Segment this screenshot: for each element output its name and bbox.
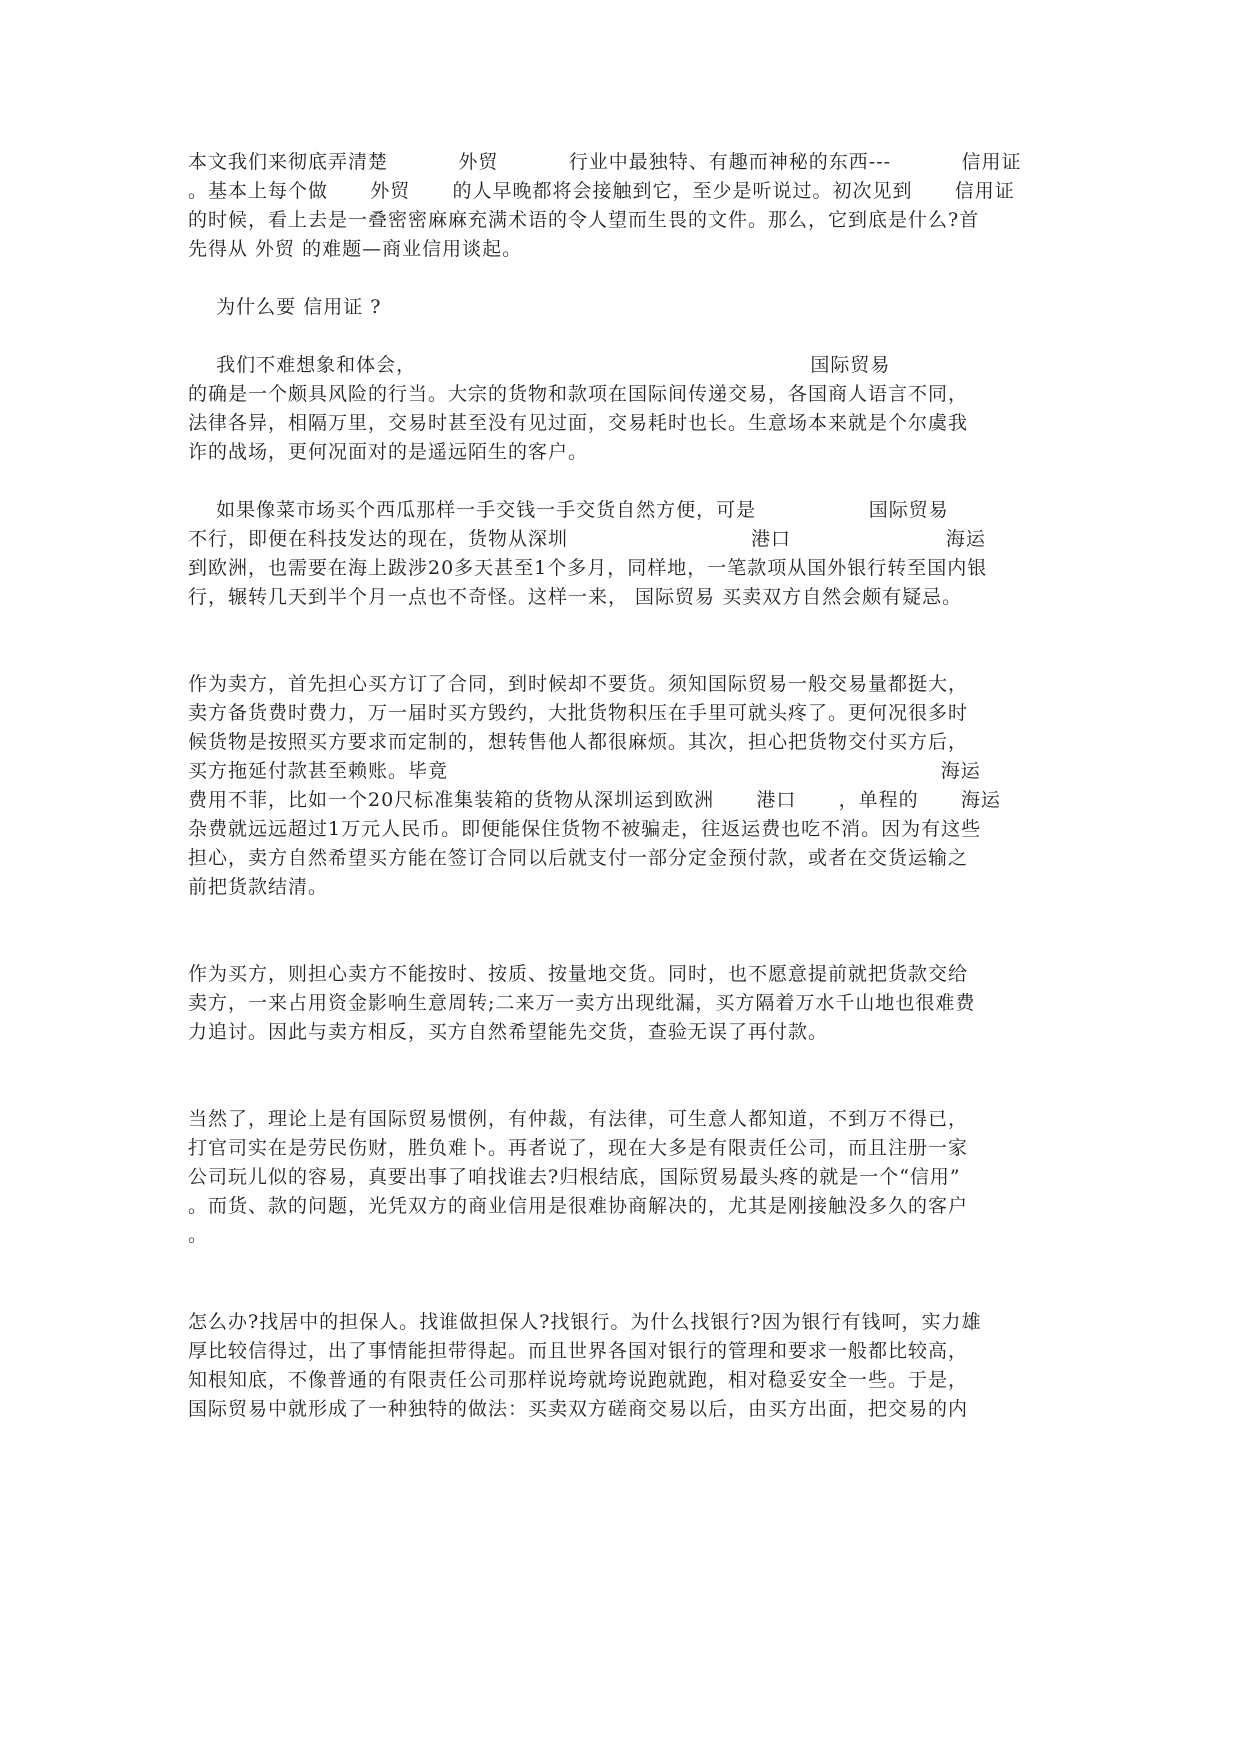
text-line: 买方拖延付款甚至赖账。毕竟 海运 [188,760,981,782]
paragraph-credit [188,1105,1054,1250]
text-line: 我们不难想象和体会， 国际贸易 [188,354,891,376]
text-line: 国际贸易中就形成了一种独特的做法：买卖双方磋商交易以后，由买方出面，把交易的内 [188,1398,969,1420]
paragraph-seller [188,670,1054,902]
text-line: 行，辗转几天到半个月一点也不奇怪。这样一来， 国际贸易 买卖双方自然会颇有疑忌。 [188,586,963,608]
text-line: 法律各异，相隔万里，交易时甚至没有见过面，交易耗时也长。生意场本来就是个尔虞我 [188,412,969,434]
text-line: 厚比较信得过，出了事情能担带得起。而且世界各国对银行的管理和要求一般都比较高， [188,1340,969,1362]
text-line: 前把货款结清。 [188,876,329,898]
document-body [188,148,1054,1424]
paragraph-gap [188,322,1054,351]
text-line: 。基本上每个做 外贸 的人早晚都将会接触到它，至少是听说过。初次见到 信用证 [188,180,1015,202]
paragraph-bank [188,1308,1054,1424]
paragraph-gap [188,264,1054,293]
text-line: 作为买方，则担心卖方不能按时、按质、按量地交货。同时，也不愿意提前就把货款交给 [188,963,969,985]
text-line: 不行，即便在科技发达的现在，货物从深圳 港口 海运 [188,528,986,550]
text-line: 候货物是按照买方要求而定制的，想转售他人都很麻烦。其次，担心把货物交付买方后， [188,731,969,753]
text-line: 公司玩儿似的容易，真要出事了咱找谁去?归根结底，国际贸易最头疼的就是一个“信用” [188,1166,961,1188]
text-line: 怎么办?找居中的担保人。找谁做担保人?找银行。为什么找银行?因为银行有钱呵，实力雄 [188,1311,982,1333]
text-line: 作为卖方，首先担心买方订了合同，到时候却不要货。须知国际贸易一般交易量都挺大， [188,673,969,695]
paragraph-gap [188,612,1054,670]
text-line: 力追讨。因此与卖方相反，买方自然希望能先交货，查验无误了再付款。 [188,1021,829,1043]
text-line: 卖方，一来占用资金影响生意周转;二来万一卖方出现纰漏，买方隔着万水千山地也很难费 [188,992,976,1014]
paragraph-risk [188,351,1054,467]
paragraph-gap [188,902,1054,960]
text-line: 的确是一个颇具风险的行当。大宗的货物和款项在国际间传递交易，各国商人语言不同， [188,383,969,405]
paragraph-transport [188,496,1054,612]
text-line: 当然了，理论上是有国际贸易惯例，有仲裁，有法律，可生意人都知道，不到万不得已， [188,1108,969,1130]
text-line: 。 [188,1224,209,1246]
paragraph-intro [188,148,1054,264]
paragraph-gap [188,1047,1054,1105]
text-line: 担心，卖方自然希望买方能在签订合同以后就支付一部分定金预付款，或者在交货运输之 [188,847,969,869]
text-line: 。而货、款的问题，光凭双方的商业信用是很难协商解决的，尤其是刚接触没多久的客户 [188,1195,969,1217]
text-line: 为什么要 信用证 ? [188,296,382,318]
section-heading [188,293,1054,322]
text-line: 打官司实在是劳民伤财，胜负难卜。再者说了，现在大多是有限责任公司，而且注册一家 [188,1137,969,1159]
text-line: 诈的战场，更何况面对的是遥远陌生的客户。 [188,441,589,463]
paragraph-gap [188,1250,1054,1308]
text-line: 到欧洲，也需要在海上跋涉20多天甚至1个多月，同样地，一笔款项从国外银行转至国内银 [188,557,988,579]
text-line: 杂费就远远超过1万元人民币。即便能保住货物不被骗走，往返运费也吃不消。因为有这些 [188,818,982,840]
text-line: 知根知底，不像普通的有限责任公司那样说垮就垮说跑就跑，相对稳妥安全一些。于是， [188,1369,969,1391]
text-line: 的时候，看上去是一叠密密麻麻充满术语的令人望而生畏的文件。那么，它到底是什么?首 [188,209,980,231]
text-line: 如果像菜市场买个西瓜那样一手交钱一手交货自然方便，可是 国际贸易 [188,499,949,521]
text-line: 本文我们来彻底弄清楚 外贸 行业中最独特、有趣而神秘的东西--- 信用证 [188,151,1022,173]
text-line: 费用不菲，比如一个20尺标准集装箱的货物从深圳运到欧洲 港口 ，单程的 海运 [188,789,1001,811]
paragraph-gap [188,467,1054,496]
paragraph-buyer [188,960,1054,1047]
text-line: 卖方备货费时费力，万一届时买方毁约，大批货物积压在手里可就头疼了。更何况很多时 [188,702,969,724]
text-line: 先得从 外贸 的难题—商业信用谈起。 [188,238,523,260]
